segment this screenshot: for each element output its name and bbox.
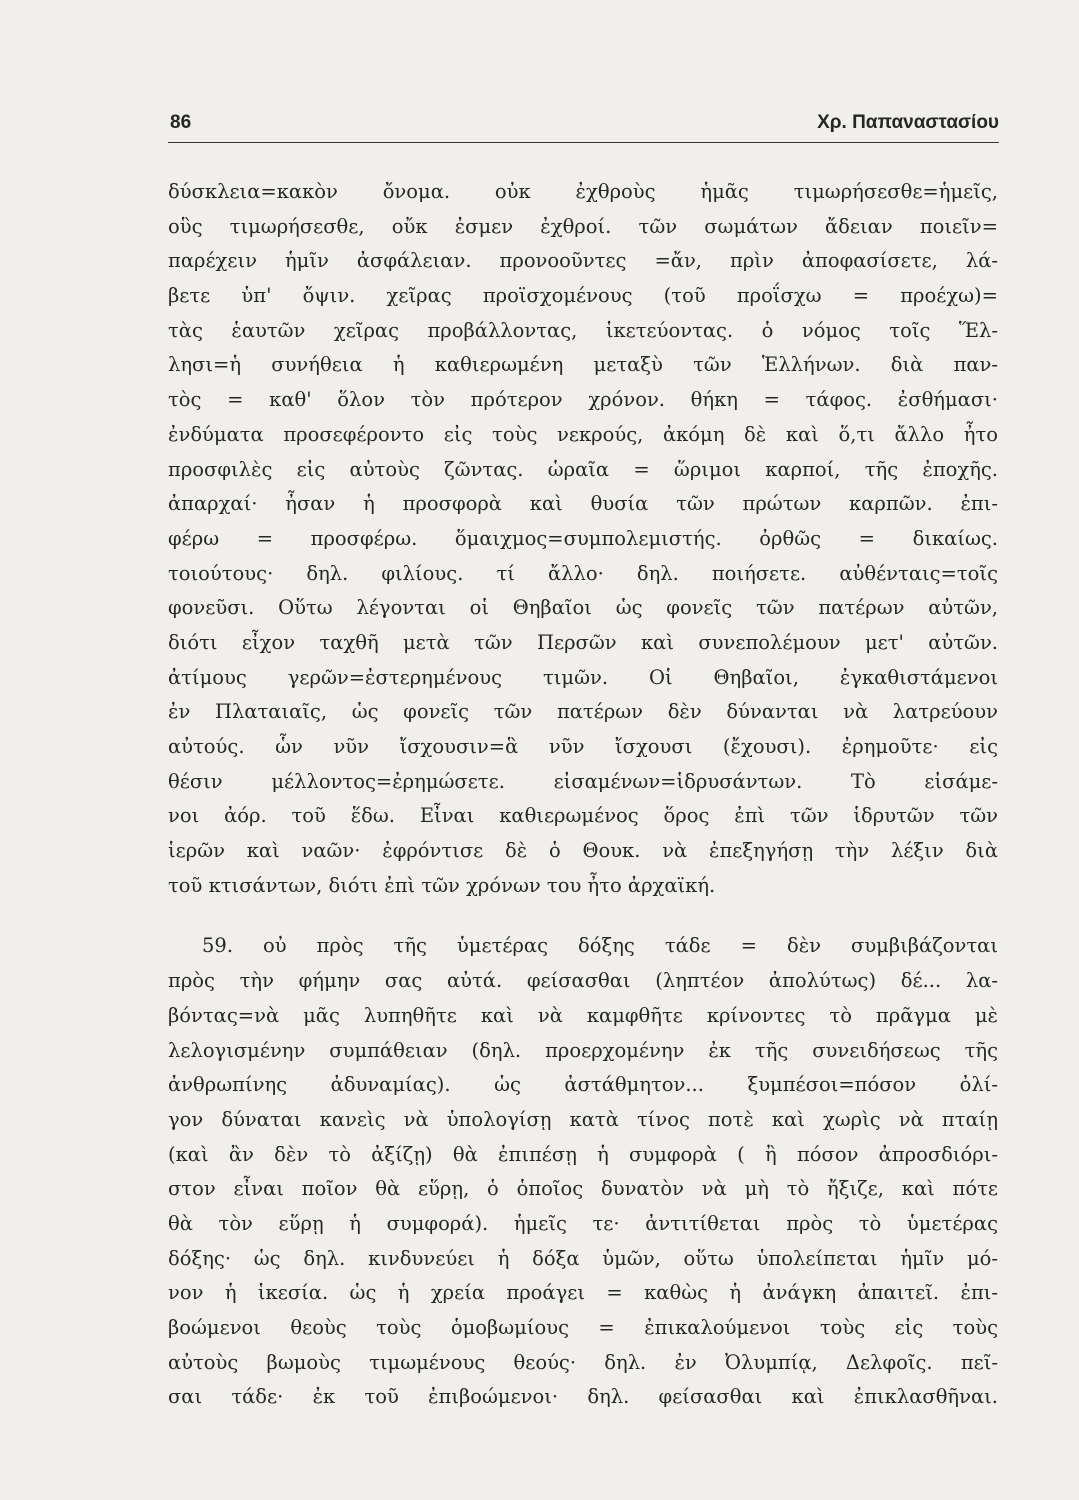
text-line: παρέχειν ἡμῖν ἀσφάλειαν. προνοοῦντες =ἄν, πρὶν ἀποφασίσετε, λά-: [168, 249, 998, 273]
text-line: δύσκλεια=κακὸν ὄνομα. οὐκ ἐχθροὺς ἡμᾶς τιμωρήσεσθε=ἡμεῖς,: [168, 180, 998, 203]
page-number: 86: [170, 112, 192, 133]
text-line: φέρω = προσφέρω. ὅμαιχμος=συμπολεμιστής. ὀρθῶς = δικαίως.: [168, 526, 998, 550]
text-line: φονεῦσι. Οὕτω λέγονται οἱ Θηβαῖοι ὡς φονεῖς τῶν πατέρων αὐτῶν,: [168, 596, 998, 620]
text-line: (καὶ ἂν δὲν τὸ ἀξίζῃ) θὰ ἐπιπέσῃ ἡ συμφορὰ ( ἢ πόσον ἀπροσδιόρι-: [168, 1142, 998, 1166]
text-line: προσφιλὲς εἰς αὐτοὺς ζῶντας. ὡραῖα = ὥριμοι καρποί, τῆς ἐποχῆς.: [168, 457, 998, 481]
running-head: Χρ. Παπαναστασίου: [817, 112, 999, 133]
header-rule: [168, 142, 999, 143]
text-line: γον δύναται κανεὶς νὰ ὑπολογίσῃ κατὰ τίνος ποτὲ καὶ χωρὶς νὰ πταίῃ: [168, 1107, 998, 1131]
text-line: ἐν Πλαταιαῖς, ὡς φονεῖς τῶν πατέρων δὲν δύνανται νὰ λατρεύουν: [168, 700, 998, 724]
commentary-text: [168, 175, 998, 1415]
text-line: οὓς τιμωρήσεσθε, οὔκ ἐσμεν ἐχθροί. τῶν σωμάτων ἄδειαν ποιεῖν=: [168, 214, 998, 238]
text-line: ἐνδύματα προσεφέροντο εἰς τοὺς νεκρούς, ἀκόμη δὲ καὶ ὅ,τι ἄλλο ἦτο: [168, 422, 998, 446]
text-line: βετε ὑπ' ὄψιν. χεῖρας προϊσχομένους (τοῦ προΐσχω = προέχω)=: [168, 284, 998, 308]
text-line: ἀπαρχαί· ἦσαν ἡ προσφορὰ καὶ θυσία τῶν πρώτων καρπῶν. ἐπι-: [168, 492, 998, 516]
text-line: τὸς = καθ' ὅλον τὸν πρότερον χρόνον. θήκη = τάφος. ἐσθήμασι·: [168, 388, 998, 412]
text-line: θέσιν μέλλοντος=ἐρημώσετε. εἰσαμένων=ἱδρυσάντων. Τὸ εἰσάμε-: [168, 769, 998, 793]
text-line: αὐτούς. ὧν νῦν ἴσχουσιν=ἃ νῦν ἴσχουσι (ἔχουσι). ἐρημοῦτε· εἰς: [168, 735, 998, 758]
text-line: λελογισμένην συμπάθειαν (δηλ. προερχομένην ἐκ τῆς συνειδήσεως τῆς: [168, 1038, 998, 1062]
text-line: νοι ἀόρ. τοῦ ἕδω. Εἶναι καθιερωμένος ὅρος ἐπὶ τῶν ἱδρυτῶν τῶν: [168, 804, 998, 828]
text-line: 59. οὐ πρὸς τῆς ὑμετέρας δόξης τάδε = δὲν συμβιβάζονται: [202, 934, 998, 958]
text-line: ἀνθρωπίνης ἀδυναμίας). ὡς ἀστάθμητον... ξυμπέσοι=πόσον ὀλί-: [168, 1073, 998, 1097]
text-line: βοώμενοι θεοὺς τοὺς ὁμοβωμίους = ἐπικαλούμενοι τοὺς εἰς τοὺς: [168, 1316, 998, 1339]
text-line: ἀτίμους γερῶν=ἐστερημένους τιμῶν. Οἱ Θηβαῖοι, ἐγκαθιστάμενοι: [168, 665, 998, 689]
text-line: τὰς ἑαυτῶν χεῖρας προβάλλοντας, ἱκετεύοντας. ὁ νόμος τοῖς Ἕλ-: [168, 318, 998, 342]
text-line: θὰ τὸν εὕρῃ ἡ συμφορά). ἡμεῖς τε· ἀντιτίθεται πρὸς τὸ ὑμετέρας: [168, 1211, 998, 1235]
text-line: τοῦ κτισάντων, διότι ἐπὶ τῶν χρόνων του ἦτο ἀρχαϊκή.: [168, 873, 716, 897]
text-line: σαι τάδε· ἐκ τοῦ ἐπιβοώμενοι· δηλ. φείσασθαι καὶ ἐπικλασθῆναι.: [168, 1385, 998, 1409]
text-line: διότι εἶχον ταχθῆ μετὰ τῶν Περσῶν καὶ συνεπολέμουν μετ' αὐτῶν.: [168, 630, 998, 654]
page-header: [168, 112, 999, 142]
text-line: αὐτοὺς βωμοὺς τιμωμένους θεούς· δηλ. ἐν Ὀλυμπίᾳ, Δελφοῖς. πεῖ-: [168, 1350, 998, 1374]
text-line: δόξης· ὡς δηλ. κινδυνεύει ἡ δόξα ὑμῶν, οὕτω ὑπολείπεται ἡμῖν μό-: [168, 1246, 998, 1270]
text-line: τοιούτους· δηλ. φιλίους. τί ἄλλο· δηλ. ποιήσετε. αὐθένταις=τοῖς: [168, 561, 998, 585]
text-line: στον εἶναι ποῖον θὰ εὕρῃ, ὁ ὁποῖος δυνατὸν νὰ μὴ τὸ ἤξιζε, καὶ πότε: [168, 1177, 998, 1201]
text-line: νον ἡ ἱκεσία. ὡς ἡ χρεία προάγει = καθὼς ἡ ἀνάγκη ἀπαιτεῖ. ἐπι-: [168, 1281, 998, 1305]
text-line: βόντας=νὰ μᾶς λυπηθῆτε καὶ νὰ καμφθῆτε κρίνοντες τὸ πρᾶγμα μὲ: [168, 1003, 998, 1027]
text-line: πρὸς τὴν φήμην σας αὐτά. φείσασθαι (ληπτέον ἀπολύτως) δέ... λα-: [168, 969, 998, 993]
text-line: λησι=ἡ συνήθεια ἡ καθιερωμένη μεταξὺ τῶν Ἑλλήνων. διὰ παν-: [168, 353, 998, 377]
text-line: ἱερῶν καὶ ναῶν· ἐφρόντισε δὲ ὁ Θουκ. νὰ ἐπεξηγήσῃ τὴν λέξιν διὰ: [168, 839, 998, 863]
